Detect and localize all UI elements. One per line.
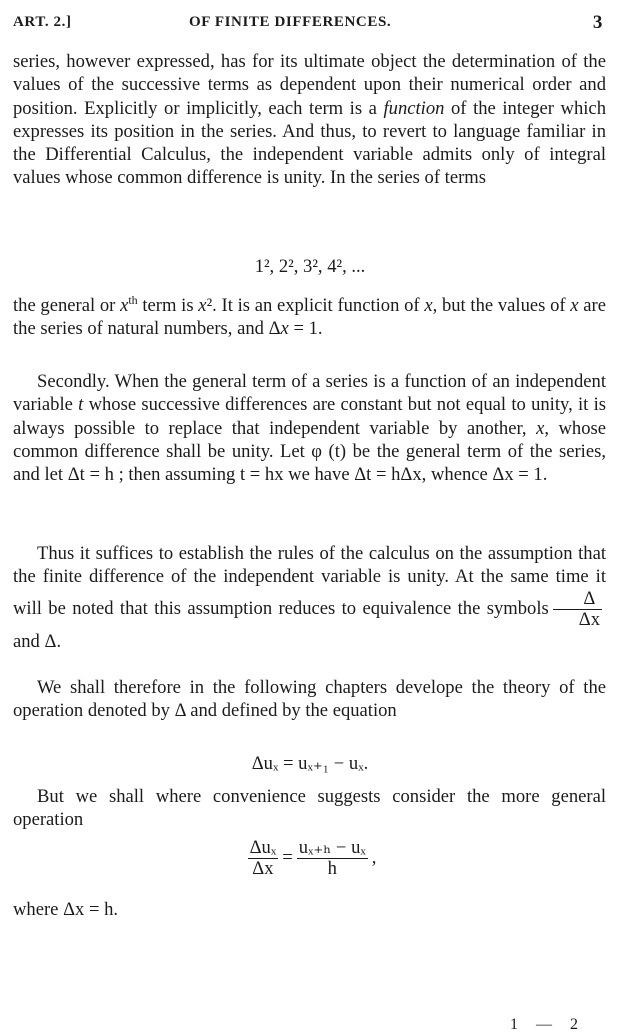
trailing-comma: , <box>371 846 377 868</box>
paragraph-general-term <box>13 289 606 341</box>
equation-series-of-squares: 1², 2², 3², 4², ... <box>254 256 366 277</box>
superscript-th: th <box>128 293 138 307</box>
equals-sign: = <box>282 846 293 868</box>
signature-mark: 1—2 <box>510 1016 596 1033</box>
text-run: = 1. <box>288 318 323 340</box>
equation-general-difference <box>0 838 620 879</box>
page-number: 3 <box>592 12 603 33</box>
superscript-two: ² <box>206 295 213 317</box>
text-run: , whose common difference shall be unity. Let φ (t) be the general term of the series, and let Δt = h ; then assuming t = hx we have Δt = hΔx, whence Δx = 1. <box>13 417 606 486</box>
text-run: , but the values of <box>432 295 571 317</box>
text-run: are the series of natural numbers, and Δ <box>13 295 606 340</box>
fraction-denominator: Δx <box>252 858 274 879</box>
paragraph-where-delta-x: where Δx = h. <box>13 899 119 920</box>
equation-difference-operator: Δuₓ = uₓ₊₁ − uₓ. <box>251 753 369 774</box>
text-run: Thus it suffices to establish the rules of the calculus on the assumption that the finite difference of the independent variable is unity. At the same time it will be noted that this assumption reduces to equivalence the symbols <box>13 543 606 619</box>
paragraph-general-operation: But we shall where convenience suggests consider the more general operation <box>13 786 606 831</box>
fraction-delta-over-delta-x <box>553 589 602 630</box>
variable-x: x <box>198 295 207 317</box>
variable-x: x <box>280 318 289 340</box>
paragraph-series-intro: series, however expressed, has for its ultimate object the determination of the values of the successive terms as dependent upon their numerical order and position. Explicitly or implicitly, each term is a function of the integer which expresses its position in the series. And thus, to revert to language familiar in the Differential Calculus, the independent variable admits only of integral values whose common difference is unity. In the series of terms <box>13 51 606 189</box>
variable-x: x <box>536 417 545 439</box>
text-run: whose successive differences are constant but not equal to unity, it is always possible to replace that independent variable by another, <box>13 394 606 439</box>
fraction-numerator: Δ <box>553 589 602 610</box>
variable-t: t <box>78 394 84 416</box>
paragraph-thus-it-suffices <box>13 542 606 653</box>
fraction-denominator: h <box>327 858 337 879</box>
variable-x: x <box>424 295 433 317</box>
chapter-title: OF FINITE DIFFERENCES. <box>189 14 392 30</box>
text-run: the general or <box>13 295 121 317</box>
text-run: and Δ. <box>13 630 62 652</box>
emphasized-word: function <box>383 97 445 119</box>
text-run: term is <box>137 295 199 317</box>
paragraph-we-shall-therefore: We shall therefore in the following chapters develope the theory of the operation denoted by Δ and defined by the equation <box>13 677 606 722</box>
fraction-lhs <box>248 838 279 879</box>
text-run: Secondly. When the general term of a series is a function of an independent variable <box>13 371 606 416</box>
article-label: ART. 2.] <box>13 14 72 30</box>
text-run: . It is an explicit function of <box>212 295 425 317</box>
variable-x: x <box>570 295 579 317</box>
fraction-numerator: Δuₓ <box>249 837 277 858</box>
variable-x: x <box>120 295 129 317</box>
paragraph-secondly <box>13 370 606 486</box>
running-header <box>13 14 607 40</box>
fraction-numerator: uₓ₊ₕ − uₓ <box>298 837 366 858</box>
fraction-denominator: Δx <box>578 608 600 630</box>
fraction-rhs <box>297 838 368 879</box>
